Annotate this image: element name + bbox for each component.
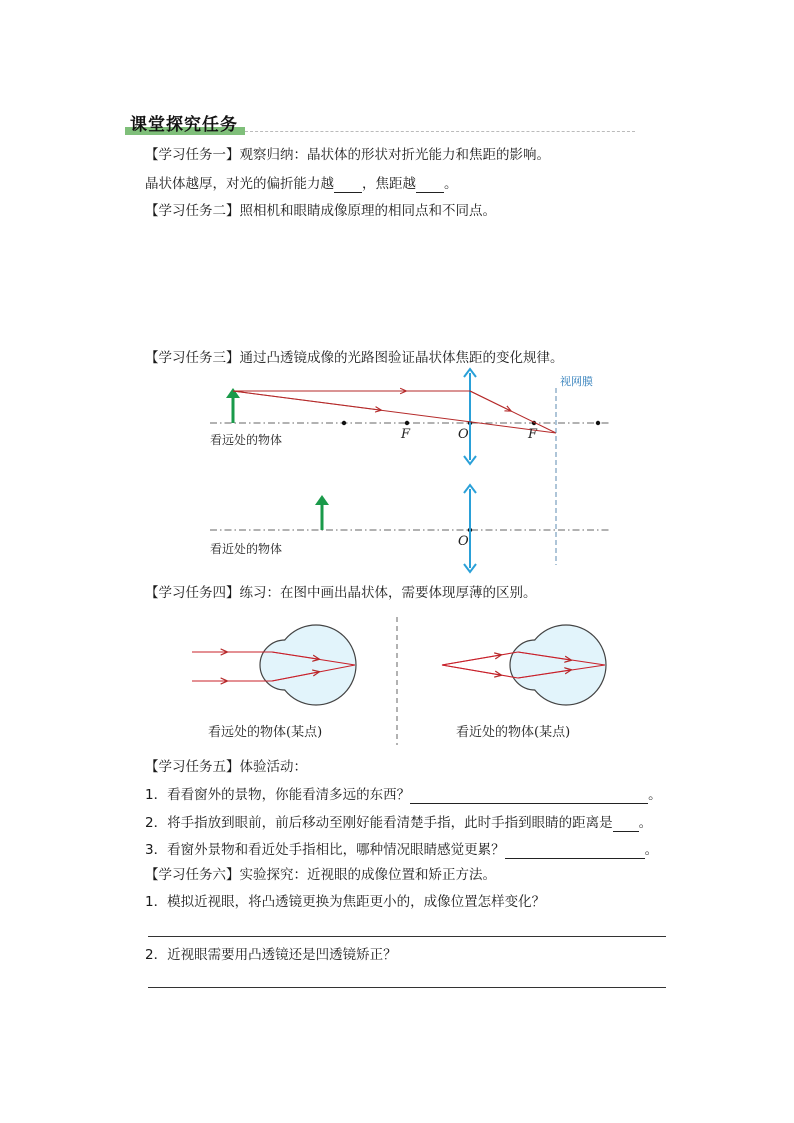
caption-far: 看远处的物体(某点): [208, 725, 323, 740]
eyeball: [276, 625, 356, 705]
section-title: 课堂探究任务: [130, 115, 238, 135]
focus-point-left: [405, 421, 409, 425]
task1-text-b: ，焦距越: [362, 176, 416, 192]
task5-q2-text: 2．将手指放到眼前，前后移动至刚好能看清楚手指，此时手指到眼睛的距离是: [145, 815, 613, 831]
task4-prompt: 【学习任务四】练习：在图中画出晶状体，需要体现厚薄的区别。: [145, 585, 537, 601]
task6-prompt: 【学习任务六】实验探究：近视眼的成像位置和矫正方法。: [145, 867, 496, 883]
answer-line-2[interactable]: [148, 987, 666, 988]
eye-diagram-far: [192, 625, 356, 740]
task5-q2: [145, 814, 652, 832]
task3-prompt: 【学习任务三】通过凸透镜成像的光路图验证晶状体焦距的变化规律。: [145, 350, 564, 366]
task5-q3: [145, 841, 658, 859]
task5-q1-text: 1．看看窗外的景物，你能看清多远的东西？: [145, 787, 411, 803]
axis-point: [596, 421, 600, 425]
center-label-far: O: [458, 427, 469, 442]
task5-q1: [145, 786, 662, 804]
task1-text-c: 。: [444, 176, 458, 192]
task5-q3-end: 。: [644, 842, 659, 858]
focus-label-right: F: [528, 427, 538, 442]
answer-line-1[interactable]: [148, 936, 666, 937]
eye-diagram-near: [442, 625, 606, 740]
answer-blank-finger-distance[interactable]: [613, 817, 639, 832]
task5-prompt: 【学习任务五】体验活动：: [145, 759, 307, 775]
task5-q1-end: 。: [648, 787, 662, 803]
convex-lens-far: [464, 369, 476, 464]
light-rays-far: [233, 391, 556, 433]
object-arrow-near: [315, 495, 329, 530]
far-object-diagram: [210, 369, 610, 565]
object-arrow-far: [226, 388, 240, 423]
cornea: [510, 640, 535, 690]
task1-prompt: 【学习任务一】观察归纳：晶状体的形状对折光能力和焦距的影响。: [145, 147, 550, 163]
center-label-near: O: [458, 534, 469, 549]
task2-prompt: 【学习任务二】照相机和眼睛成像原理的相同点和不同点。: [145, 203, 496, 219]
task6-q1: 1．模拟近视眼，将凸透镜更换为焦距更小的，成像位置怎样变化？: [145, 894, 546, 910]
task5-q3-text: 3．看窗外景物和看近处手指相比，哪种情况眼睛感觉更累？: [145, 842, 505, 858]
cornea: [260, 640, 285, 690]
near-object-diagram: [210, 485, 610, 572]
near-object-label: 看近处的物体: [210, 542, 283, 556]
answer-blank-tired[interactable]: [505, 844, 645, 859]
answer-blank-distance[interactable]: [410, 789, 648, 804]
task1-text-a: 晶状体越厚，对光的偏折能力越: [145, 176, 334, 192]
task6-q2: 2．近视眼需要用凸透镜还是凹透镜矫正？: [145, 947, 397, 963]
task5-q2-end: 。: [638, 815, 653, 831]
far-object-label: 看远处的物体: [210, 433, 283, 447]
retina-label: 视网膜: [560, 375, 593, 388]
axis-point: [342, 421, 346, 425]
focus-label-left: F: [401, 427, 411, 442]
convex-lens-near: [464, 485, 476, 572]
eyeball: [526, 625, 606, 705]
caption-near: 看近处的物体(某点): [456, 725, 571, 740]
